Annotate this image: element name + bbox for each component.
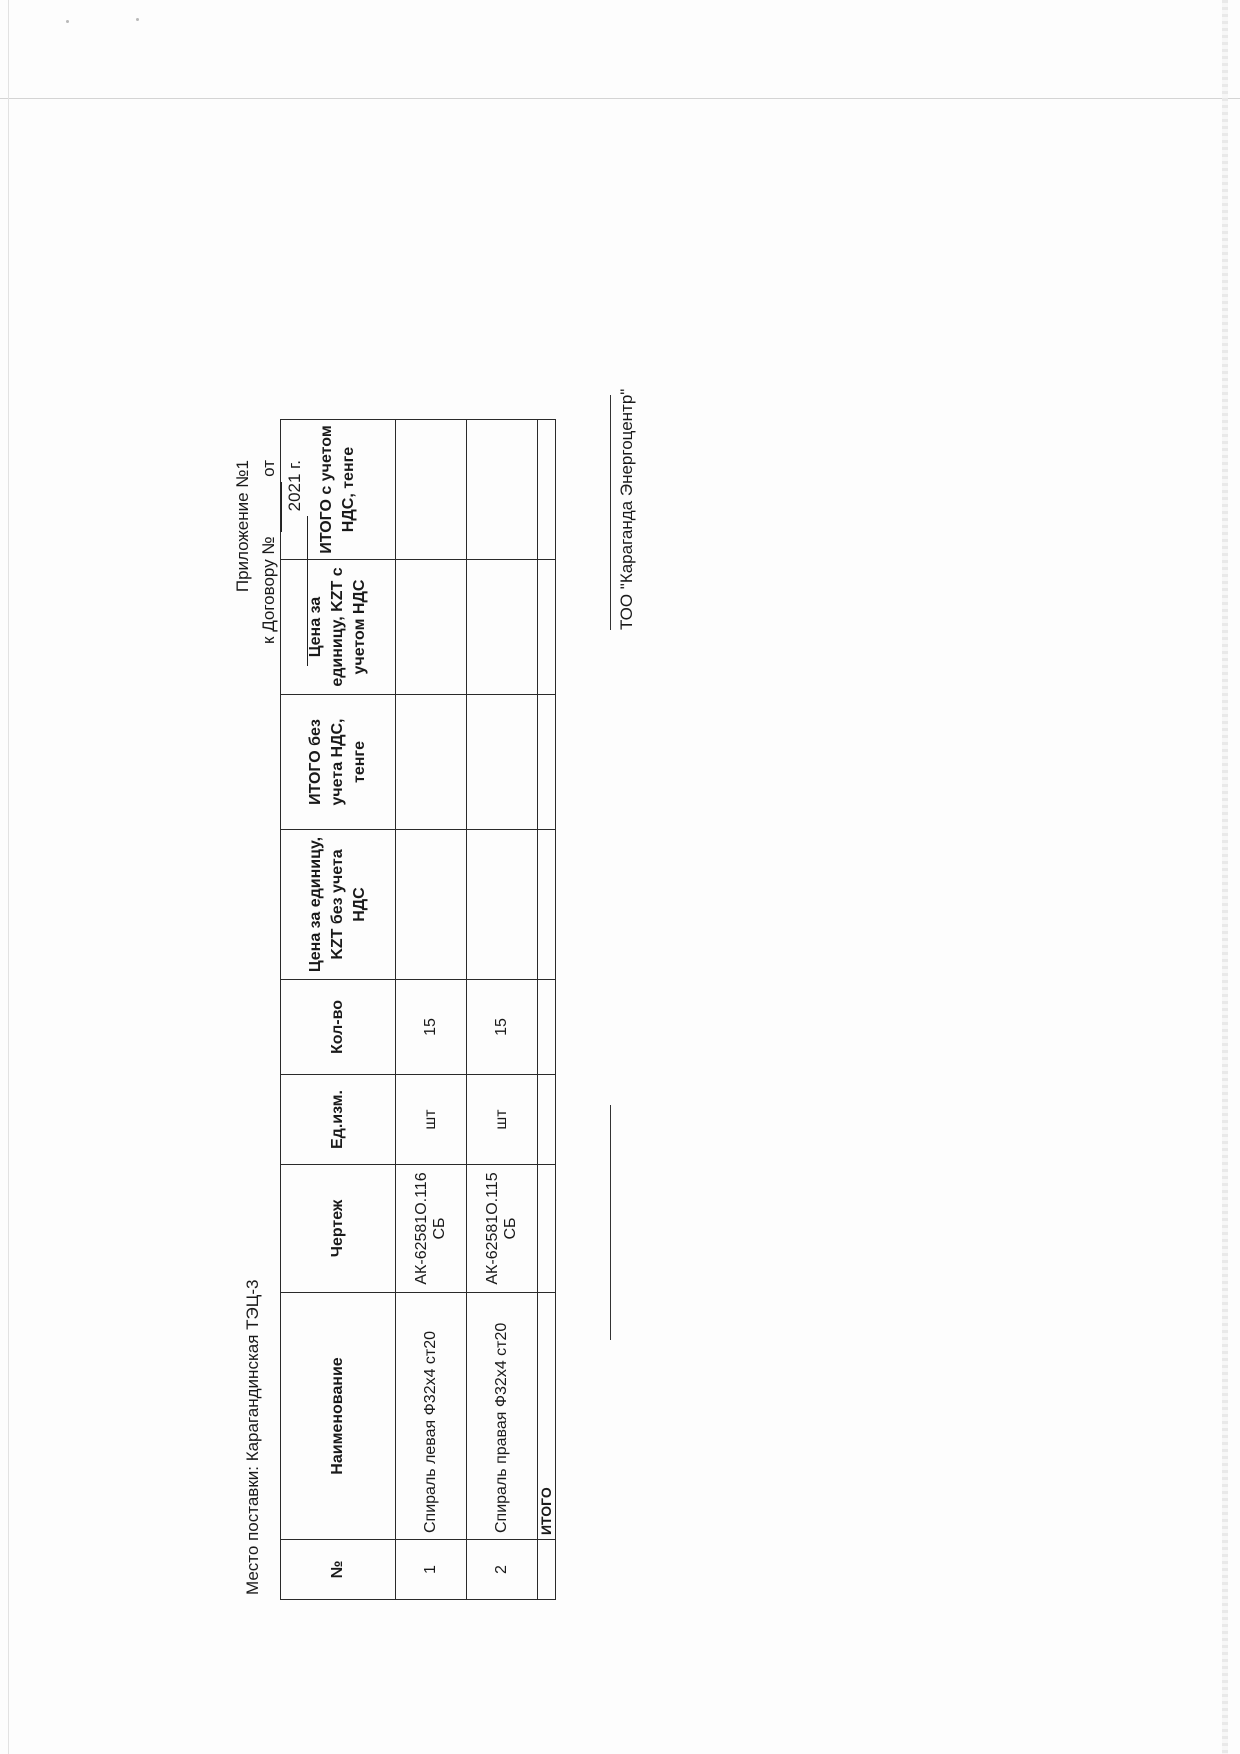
total-empty-cell [537, 830, 555, 980]
table-row [466, 420, 537, 1600]
scan-edge-left [8, 0, 9, 1754]
row-total-incl-vat [466, 420, 537, 560]
annex-title: Приложение №1 [233, 460, 252, 593]
total-empty-cell [537, 1165, 555, 1293]
row-num: 1 [396, 1540, 467, 1600]
contract-year: 2021 г. [285, 460, 304, 512]
total-empty-cell [537, 420, 555, 560]
total-empty-cell [537, 980, 555, 1075]
row-total-excl-vat [396, 695, 467, 830]
col-drawing: Чертеж [281, 1165, 396, 1293]
row-total-excl-vat [466, 695, 537, 830]
table-header-row [281, 420, 396, 1600]
scan-fold-line [0, 98, 1240, 99]
contract-prefix: к Договору № [259, 536, 278, 644]
total-num-cell [537, 1540, 555, 1600]
row-name: Спираль правая Ф32х4 ст20 [466, 1293, 537, 1540]
signature-line-left [610, 1105, 611, 1340]
row-price-incl-vat [396, 560, 467, 695]
total-label: ИТОГО [537, 1293, 555, 1540]
col-price-incl-vat: Цена за единицу, KZT с учетом НДС [281, 560, 396, 695]
row-price-excl-vat [396, 830, 467, 980]
col-price-excl-vat: Цена за единицу, KZT без учета НДС [281, 830, 396, 980]
col-total-incl-vat: ИТОГО с учетом НДС, тенге [281, 420, 396, 560]
total-empty-cell [537, 1075, 555, 1165]
scan-speck [136, 18, 139, 21]
delivery-place: Место поставки: Карагандинская ТЭЦ-3 [243, 1279, 262, 1595]
total-empty-cell [537, 560, 555, 695]
table-row [396, 420, 467, 1600]
specification-table [280, 419, 556, 1600]
signature-right [610, 389, 637, 630]
col-name: Наименование [281, 1293, 396, 1540]
row-price-incl-vat [466, 560, 537, 695]
row-unit: шт [396, 1075, 467, 1165]
row-num: 2 [466, 1540, 537, 1600]
rotated-document [40, 320, 740, 1640]
signature-left [610, 1105, 611, 1340]
row-total-incl-vat [396, 420, 467, 560]
row-name: Спираль левая Ф32х4 ст20 [396, 1293, 467, 1540]
scan-speck [66, 20, 69, 23]
row-drawing: АК-62581О.115 СБ [466, 1165, 537, 1293]
row-qty: 15 [466, 980, 537, 1075]
contract-from: от [259, 460, 278, 477]
row-price-excl-vat [466, 830, 537, 980]
col-qty: Кол-во [281, 980, 396, 1075]
total-empty-cell [537, 695, 555, 830]
scan-edge-right [1222, 0, 1228, 1754]
col-unit: Ед.изм. [281, 1075, 396, 1165]
signature-line-right [610, 395, 611, 630]
row-drawing: АК-62581О.116 СБ [396, 1165, 467, 1293]
signature-company: ТОО "Караганда Энергоцентр" [617, 388, 636, 630]
row-qty: 15 [396, 980, 467, 1075]
col-total-excl-vat: ИТОГО без учета НДС, тенге [281, 695, 396, 830]
col-num: № [281, 1540, 396, 1600]
row-unit: шт [466, 1075, 537, 1165]
table-total-row [537, 420, 555, 1600]
